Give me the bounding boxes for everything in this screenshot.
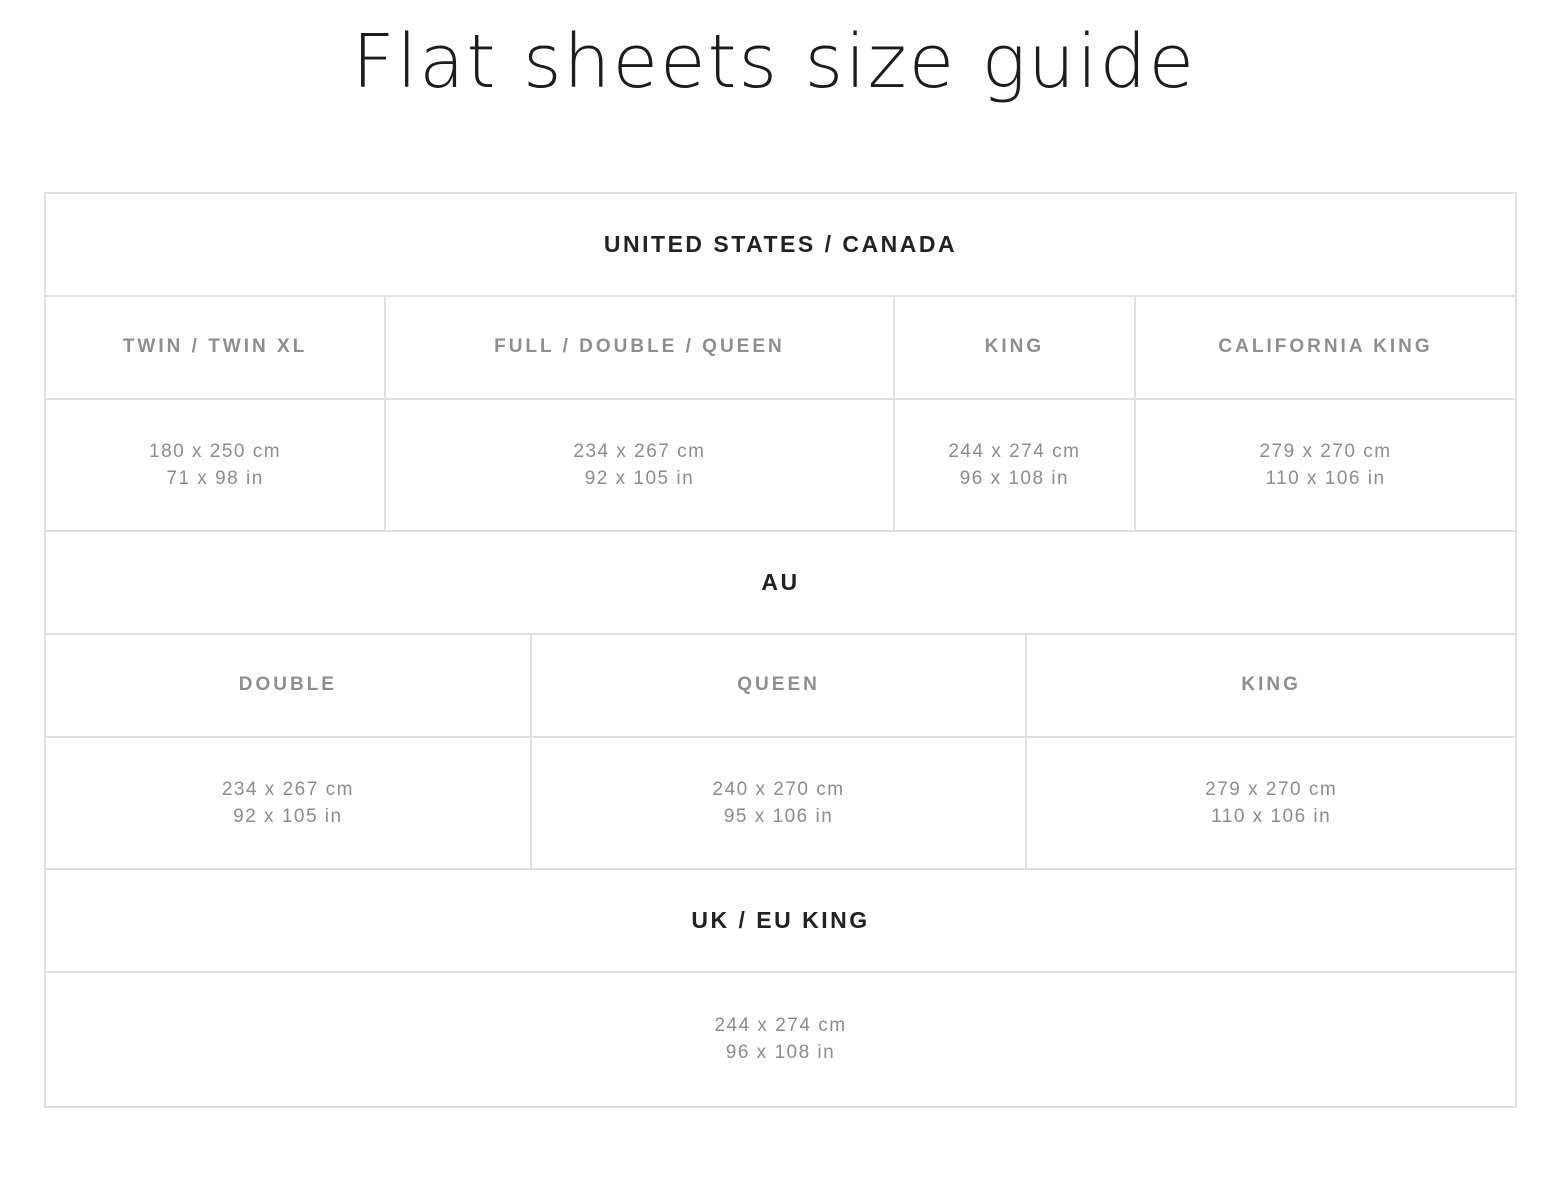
column-header-label: QUEEN xyxy=(737,674,820,695)
region-row-au xyxy=(46,532,1515,635)
column-header-label: KING xyxy=(1241,674,1301,695)
size-cell-uk-eu-king xyxy=(46,973,1515,1106)
size-in: 71 x 98 in xyxy=(166,467,264,489)
size-cm: 240 x 270 cm xyxy=(712,778,845,800)
column-header-label: KING xyxy=(984,336,1045,357)
size-cm: 234 x 267 cm xyxy=(573,440,706,462)
column-header-cell-twin xyxy=(46,297,384,398)
page-title: Flat sheets size guide xyxy=(352,19,1196,105)
column-header-cell-full-double-queen xyxy=(384,297,893,398)
size-cell-california-king xyxy=(1134,400,1515,530)
column-header-label: FULL / DOUBLE / QUEEN xyxy=(494,336,785,357)
uk-eu-king-values-row xyxy=(46,973,1515,1106)
us-column-header-row xyxy=(46,297,1515,400)
size-cm: 279 x 270 cm xyxy=(1205,778,1338,800)
column-header-cell-california-king xyxy=(1134,297,1515,398)
size-in: 95 x 106 in xyxy=(723,805,834,827)
column-header-label: DOUBLE xyxy=(238,674,337,695)
size-cm: 279 x 270 cm xyxy=(1259,440,1392,462)
column-header-label: TWIN / TWIN XL xyxy=(122,336,308,357)
region-title-uk-eu-king: UK / EU KING xyxy=(691,906,870,933)
size-cm: 234 x 267 cm xyxy=(221,778,354,800)
size-in: 96 x 108 in xyxy=(725,1042,836,1063)
region-header-cell xyxy=(46,870,1515,971)
size-cell-double xyxy=(46,738,530,868)
size-in: 92 x 105 in xyxy=(233,805,343,827)
region-title-au: AU xyxy=(761,568,800,595)
region-row-us-canada xyxy=(46,194,1515,297)
us-values-row xyxy=(46,400,1515,532)
column-header-label: CALIFORNIA KING xyxy=(1218,336,1433,357)
size-cm: 180 x 250 cm xyxy=(149,440,282,462)
size-in: 110 x 106 in xyxy=(1211,805,1332,827)
size-guide-table xyxy=(44,192,1517,1108)
column-header-cell-king xyxy=(893,297,1134,398)
column-header-cell-queen xyxy=(530,635,1026,736)
column-header-cell-double xyxy=(46,635,530,736)
size-in: 96 x 108 in xyxy=(959,467,1070,489)
size-cell-full-double-queen xyxy=(384,400,893,530)
region-title-us-canada: UNITED STATES / CANADA xyxy=(603,230,958,257)
size-cm: 244 x 274 cm xyxy=(714,1015,847,1036)
size-cell-queen xyxy=(530,738,1026,868)
size-cell-king-au xyxy=(1025,738,1515,868)
size-in: 92 x 105 in xyxy=(584,467,695,489)
size-cell-twin xyxy=(46,400,384,530)
size-in: 110 x 106 in xyxy=(1265,467,1386,489)
region-header-cell xyxy=(46,532,1515,633)
region-row-uk-eu-king xyxy=(46,870,1515,973)
region-header-cell xyxy=(46,194,1515,295)
au-values-row xyxy=(46,738,1515,870)
au-column-header-row xyxy=(46,635,1515,738)
size-cm: 244 x 274 cm xyxy=(948,440,1081,462)
size-cell-king xyxy=(893,400,1134,530)
column-header-cell-king-au xyxy=(1025,635,1515,736)
